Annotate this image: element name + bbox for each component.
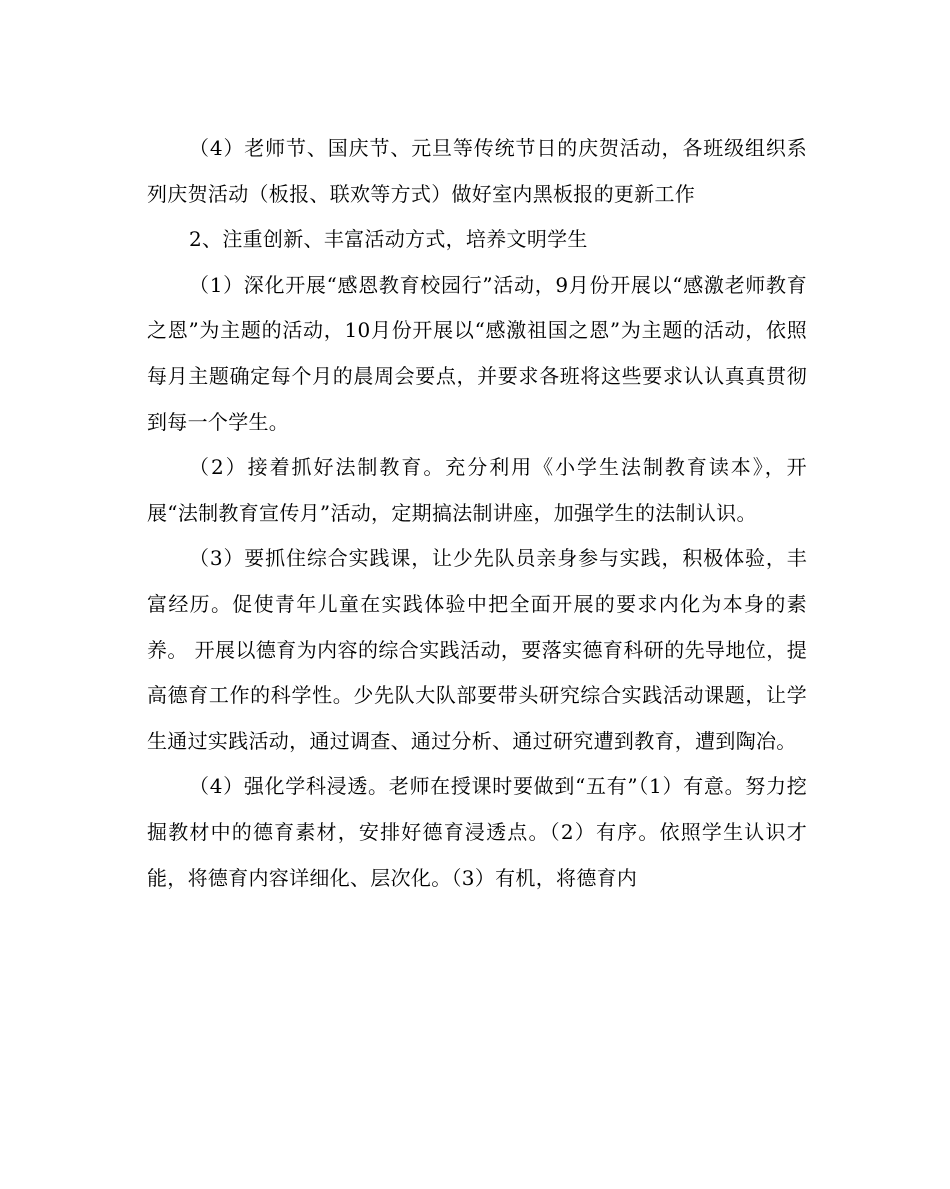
- paragraph-holiday-activities: （4）老师节、国庆节、元旦等传统节日的庆贺活动，各班级组织系列庆贺活动（板报、联欢等方式）做好室内黑板报的更新工作: [147, 136, 807, 206]
- paragraph-practical-course: （3）要抓住综合实践课，让少先队员亲身参与实践，积极体验，丰富经历。促使青年儿童在实践体验中把全面开展的要求内化为本身的素养。 开展以德育为内容的综合实践活动，要落实德育科研的先导地位，提高德育工作的科学性。少先队大队部要带头研究综合实践活动课题，让学生通过实践活动，通过调查、通过分析、通过研究遭到教育，遭到陶冶。: [147, 546, 807, 753]
- paragraph-legal-education: （2）接着抓好法制教育。充分利用《小学生法制教育读本》，开展“法制教育宣传月”活动，定期搞法制讲座，加强学生的法制认识。: [147, 455, 807, 525]
- paragraph-gratitude-education: （1）深化开展“感恩教育校园行”活动，9月份开展以“感激老师教育之恩”为主题的活动，10月份开展以“感激祖国之恩”为主题的活动，依照每月主题确定每个月的晨周会要点，并要求各班将这些要求认认真真贯彻到每一个学生。: [147, 272, 807, 434]
- paragraph-subject-infiltration: （4）强化学科浸透。老师在授课时要做到“五有”（1）有意。努力挖掘教材中的德育素材，安排好德育浸透点。（2）有序。依照学生认识才能，将德育内容详细化、层次化。（3）有机，将德育内: [147, 774, 807, 890]
- section-heading-innovation: 2、注重创新、丰富活动方式，培养文明学生: [189, 227, 588, 252]
- document-body: [147, 126, 807, 901]
